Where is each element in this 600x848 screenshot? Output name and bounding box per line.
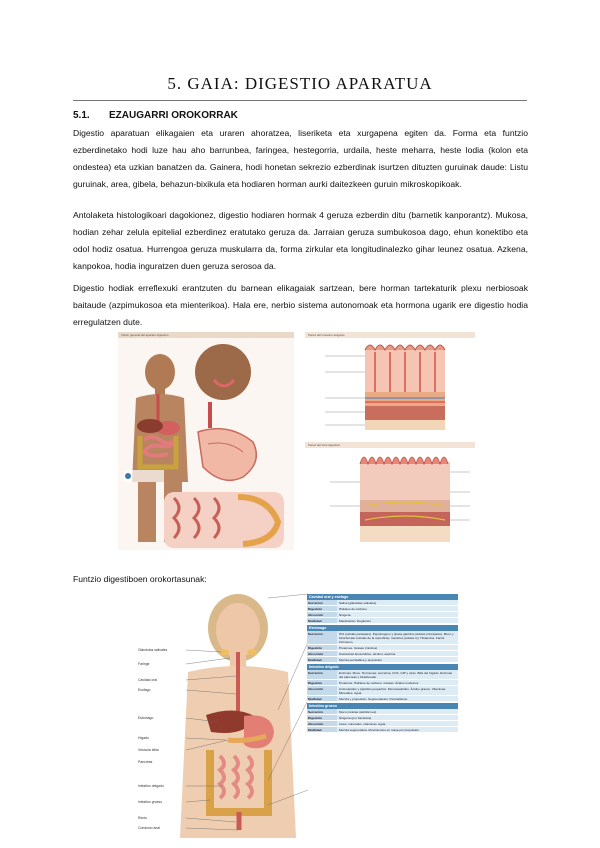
table-row [307, 727, 458, 733]
organ-label-salivary: Glándulas salivales [138, 648, 168, 652]
table-row-key: Motilidad [307, 618, 337, 623]
section-heading [73, 110, 238, 121]
table-section-heading: Estómago [307, 625, 458, 631]
table-row-key: Absorción [307, 651, 337, 656]
table-row-key: Digestión [307, 645, 337, 650]
table-row-key: Secreción [307, 670, 337, 679]
intestinal-wall-figure [305, 332, 475, 440]
table-row-value: Masticación. Deglución [339, 618, 371, 623]
digestive-overview-figure [118, 332, 294, 550]
table-row-value: HCl (células parietales). Pepsinógeno y lipasa gástrica (células principales). Moco y bicarbonato (células de la superficie). Gastrina (células G). Histamina. Factor intrínseco. [339, 631, 454, 644]
organ-label-liver: Hígado [138, 736, 149, 740]
paragraph-regulation: Digestio hodiak erreflexuki erantzuten du barnean elikagaiak sartzean, bere horman tartekaturik plexu nerbiosoak baitaude (azpimukosoa eta mienterikoa). Hala ere, nerbio sistema autonomoak eta hormona ugarik ere digestio hodia erregulatzen dute. [73, 283, 528, 327]
figure-a-title: Visión general del aparato digestivo [121, 333, 169, 337]
paragraph-intro: Digestio aparatuan elikagaien eta uraren ahoratzea, liseriketa eta xurgapena egiten da. Forma eta funtzio ezberdinetako hodi luze hau aho barrunbea, faringea, hestegorria, urdaila, heste meharra, heste lodia (kolon eta ondestea) eta uzkian banatzen da. Gainera, hodi honetan sekrezio ezberdinak isurtzen dituzten guruinak daude: Listu guruinak, area, gibela, behazun-bixikula eta hodiaren horman aurki daitezkeen guruin mikroskopikoak. [73, 128, 528, 189]
functions-heading: Funtzio digestiboen orokortasunak: [73, 574, 207, 584]
table-row-value: Ninguna [339, 612, 351, 617]
title-divider [73, 100, 527, 101]
table-section-heading: Intestino grueso [307, 703, 458, 709]
table-row [307, 657, 458, 663]
table-row-key: Motilidad [307, 727, 337, 732]
table-row-value: Iones, minerales, vitaminas. Agua. [339, 721, 387, 726]
table-row-value: Proteínas. Hidratos de carbono. Grasas. Ácidos nucleicos. [339, 680, 420, 685]
table-row-key: Secreción [307, 600, 337, 605]
table-row [307, 686, 458, 696]
table-row [307, 618, 458, 624]
organ-label-pharynx: Faringe [138, 662, 150, 666]
organ-label-small-intestine: Intestino delgado [138, 784, 164, 788]
table-row-value: Mezcla y propulsión. Segmentación. Peristaltismo. [339, 696, 409, 701]
table-row-value: Ninguna (por bacterias) [339, 715, 372, 720]
figure-b-title: Pared del intestino delgado [308, 333, 345, 337]
table-row-value: Mezcla peristáltica y propulsión [339, 657, 382, 662]
organ-label-anal-canal: Conducto anal [138, 826, 160, 830]
table-row-value: Aminoácidos y péptidos pequeños. Monosacáridos. Ácidos grasos. Vitaminas. Minerales. Agua. [339, 686, 447, 695]
digestive-tube-wall-figure [305, 442, 475, 550]
table-row-value: Mezcla segmentaria. Movimientos en masa por propulsión. [339, 727, 420, 732]
digestive-overview-illustration [118, 332, 294, 550]
table-row [307, 670, 458, 680]
figure-c-title: Pared del tubo digestivo [308, 443, 341, 447]
organ-label-gallbladder: Vesícula biliar [138, 748, 159, 752]
table-row-value: Enzimas. Moco. Hormonas: secretina, CCK, GIP y otras. Bilis del hígado. Enzimas del páncreas y bicarbonato. [339, 670, 453, 679]
table-row-key: Secreción [307, 631, 337, 644]
table-row [307, 696, 458, 702]
organ-label-oral-cavity: Cavidad oral [138, 678, 158, 682]
table-row-value: Hidratos de carbono [339, 606, 367, 611]
organ-label-stomach: Estómago [138, 716, 154, 720]
table-row [307, 631, 458, 645]
table-section-heading: Cavidad oral y esófago [307, 594, 458, 600]
table-row-key: Digestión [307, 680, 337, 685]
table-row-value: Moco (células caliciformes) [339, 709, 377, 714]
table-row-value: Sustancias liposolubles, alcohol, aspirina [339, 651, 396, 656]
digestive-functions-table [307, 593, 458, 733]
table-section-heading: Intestino delgado [307, 664, 458, 670]
section-title: EZAUGARRI OROKORRAK [109, 110, 238, 121]
table-row-value: Proteínas. Grasas (mínima) [339, 645, 377, 650]
table-row-value: Saliva (glándulas salivales) [339, 600, 377, 605]
table-row-key: Secreción [307, 709, 337, 714]
section-number: 5.1. [73, 110, 90, 121]
table-row-key: Digestión [307, 606, 337, 611]
table-row-key: Absorción [307, 612, 337, 617]
table-row-key: Motilidad [307, 657, 337, 662]
organ-label-pancreas: Páncreas [138, 760, 153, 764]
table-row-key: Absorción [307, 721, 337, 726]
organ-label-rectum: Recto [138, 816, 147, 820]
paragraph-histology: Antolaketa histologikoari dagokionez, digestio hodiaren hormak 4 geruza ezberdin ditu (barnetik kanporantz). Mukosa, hodian zehar zelula epitelial ezberdinez eratutako geruza da. Jarraian geruza sumbukosoa dago, ehun konektibo eta odol hodiz osatua. Hurrengoa geruza muskularra da, forma zirkular eta longitudinalezko gihar leunez osatua. Azkena, kanpokoa, hodia inguratzen duen geruza serosoa da. [73, 210, 528, 271]
table-row-key: Motilidad [307, 696, 337, 701]
table-row-key: Absorción [307, 686, 337, 695]
intestinal-wall-illustration [305, 332, 475, 440]
organ-label-esophagus: Esófago [138, 688, 151, 692]
digestive-tube-wall-illustration [305, 442, 475, 550]
table-row-key: Digestión [307, 715, 337, 720]
organ-label-large-intestine: Intestino grueso [138, 800, 163, 804]
chapter-title: 5. GAIA: DIGESTIO APARATUA [167, 74, 433, 93]
